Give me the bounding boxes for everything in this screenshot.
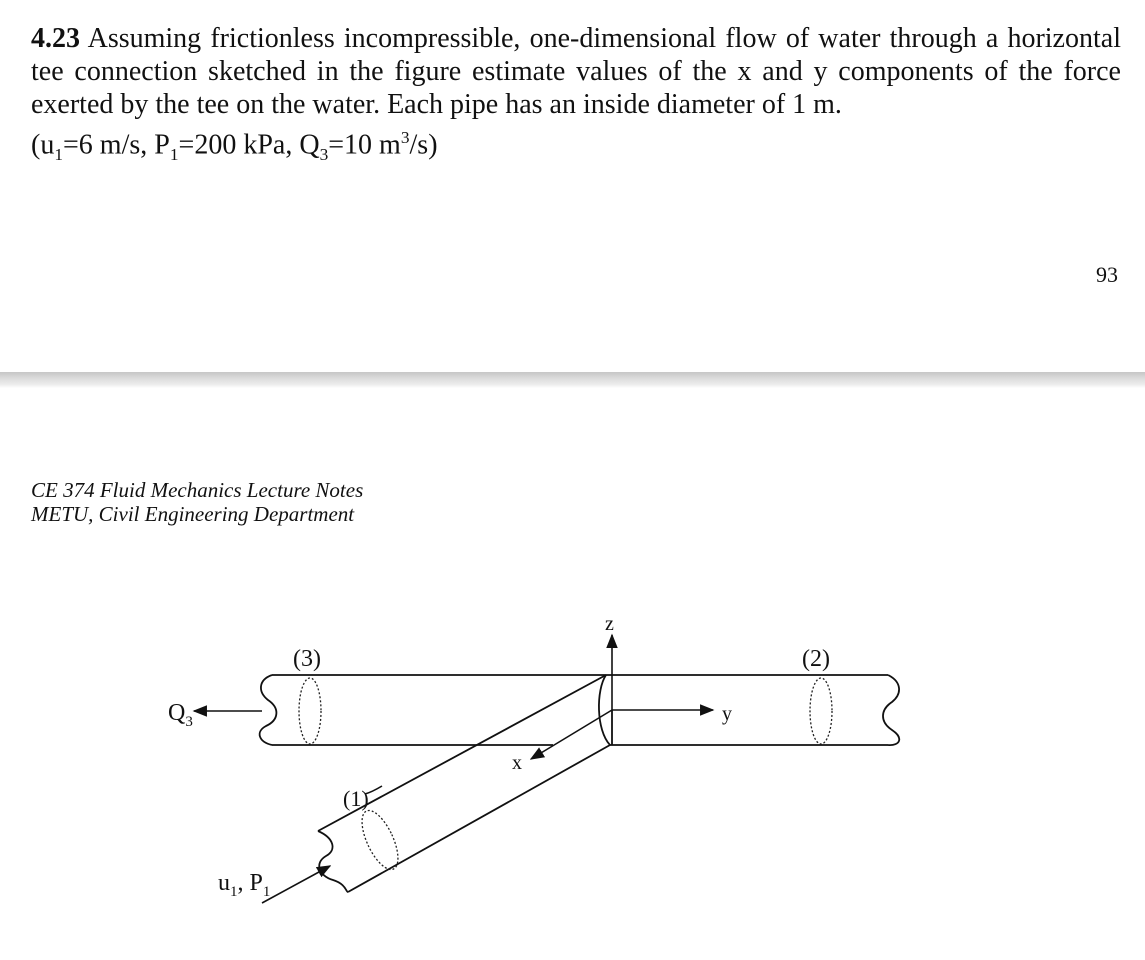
junction-curve [599,675,610,745]
page-separator [0,372,1145,388]
page-upper [0,0,1145,372]
inlet-label: $u_1$, $P_1$ [218,870,271,900]
left-pipe-break [260,675,277,745]
given-values: ($u_1=6$ m/s, $P_1=200$ kPa, $Q_3=10$ $m^3/s$) [31,128,438,164]
page-number: 93 [1096,262,1118,287]
branch-pipe-break [318,831,348,892]
right-pipe-break [883,675,899,745]
problem-statement [31,22,1121,171]
department: METU, Civil Engineering Department [31,502,355,526]
section-2-ellipse [810,678,832,744]
problem-number: 4.23 [31,23,80,54]
section-2-label: (2) [802,646,830,672]
x-axis-label: x [512,752,522,774]
inlet-flow-arrow [262,866,330,903]
tee-connection-figure [0,560,1145,960]
section-3-ellipse [299,678,321,744]
q3-label: $Q_3$ [168,700,193,730]
branch-pipe-lower-edge [348,745,610,892]
course-header [31,478,363,526]
course-title: CE 374 Fluid Mechanics Lecture Notes [31,478,364,502]
problem-text: Assuming frictionless incompressible, one-dimensional flow of water through a horizontal tee connection sketched in the figure estimate values of the x and y components of the force exerted by the tee on the water. Each pipe has an inside diameter of 1 m. [31,23,1121,120]
section-3-label: (3) [293,646,321,672]
section-1-label: (1) [343,786,369,811]
z-axis-label: z [605,613,614,635]
y-axis-label: y [722,703,732,725]
